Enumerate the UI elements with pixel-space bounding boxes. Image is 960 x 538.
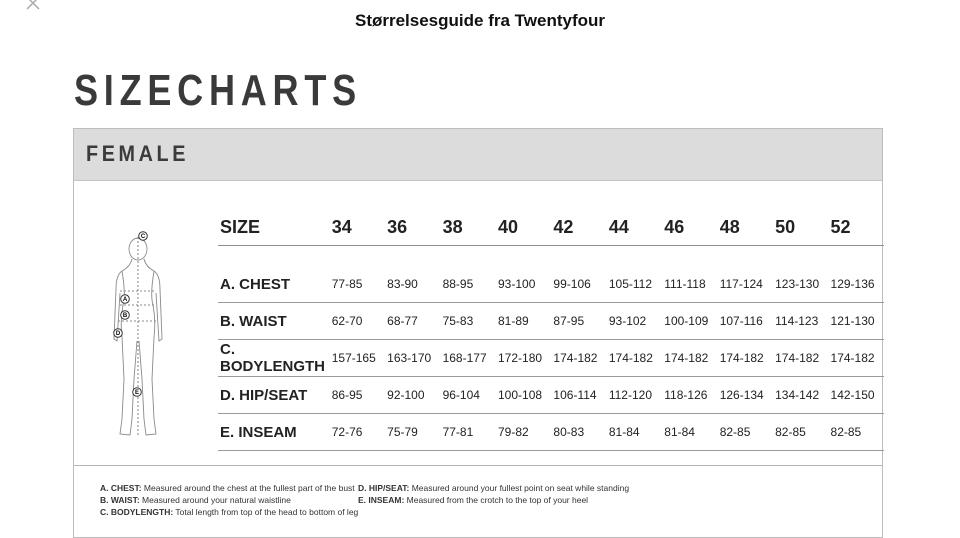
size-chart-panel <box>73 128 883 538</box>
table-cell: 114-123 <box>773 303 828 340</box>
table-cell: 107-116 <box>718 303 773 340</box>
section-title: FEMALE <box>86 141 190 166</box>
table-cell: 112-120 <box>607 377 662 414</box>
table-cell: 174-182 <box>718 340 773 377</box>
row-label: E. INSEAM <box>218 414 330 451</box>
table-cell: 81-84 <box>662 414 717 451</box>
table-cell: 82-85 <box>773 414 828 451</box>
table-cell: 174-182 <box>662 340 717 377</box>
size-header-row <box>218 209 884 246</box>
row-label: A. CHEST <box>218 266 330 303</box>
table-cell: 126-134 <box>718 377 773 414</box>
table-cell: 72-76 <box>330 414 385 451</box>
table-cell: 86-95 <box>330 377 385 414</box>
size-header-label: SIZE <box>218 209 330 246</box>
row-label: C. BODYLENGTH <box>218 340 330 377</box>
table-cell: 80-83 <box>551 414 606 451</box>
table-cell: 174-182 <box>607 340 662 377</box>
table-cell: 157-165 <box>330 340 385 377</box>
table-cell: 81-89 <box>496 303 551 340</box>
table-cell: 62-70 <box>330 303 385 340</box>
table-cell: 174-182 <box>773 340 828 377</box>
table-cell: 163-170 <box>385 340 440 377</box>
table-cell: 96-104 <box>441 377 496 414</box>
figure-marker: B <box>122 313 128 319</box>
table-cell: 142-150 <box>829 377 884 414</box>
table-cell: 88-95 <box>441 266 496 303</box>
size-header: 48 <box>718 209 773 246</box>
notes-divider <box>74 465 882 466</box>
table-cell: 75-83 <box>441 303 496 340</box>
row-label: B. WAIST <box>218 303 330 340</box>
table-cell: 117-124 <box>718 266 773 303</box>
size-table <box>218 209 884 451</box>
note-waist: B. WAIST: Measured around your natural waistline <box>100 495 291 505</box>
size-header: 52 <box>829 209 884 246</box>
figure-marker: C <box>140 234 146 240</box>
table-cell: 172-180 <box>496 340 551 377</box>
table-cell: 134-142 <box>773 377 828 414</box>
figure-marker: E <box>134 390 140 396</box>
body-figure-illustration <box>108 229 168 444</box>
table-cell: 129-136 <box>829 266 884 303</box>
size-header: 42 <box>551 209 606 246</box>
table-cell: 121-130 <box>829 303 884 340</box>
table-cell: 105-112 <box>607 266 662 303</box>
table-cell: 92-100 <box>385 377 440 414</box>
size-header: 44 <box>607 209 662 246</box>
size-header: 38 <box>441 209 496 246</box>
table-cell: 82-85 <box>829 414 884 451</box>
figure-marker: A <box>122 297 128 303</box>
row-label: D. HIP/SEAT <box>218 377 330 414</box>
table-row-inseam <box>218 414 884 451</box>
size-header: 36 <box>385 209 440 246</box>
table-cell: 111-118 <box>662 266 717 303</box>
table-cell: 77-85 <box>330 266 385 303</box>
table-cell: 106-114 <box>551 377 606 414</box>
table-cell: 93-102 <box>607 303 662 340</box>
table-cell: 81-84 <box>607 414 662 451</box>
table-cell: 168-177 <box>441 340 496 377</box>
table-cell: 83-90 <box>385 266 440 303</box>
table-cell: 174-182 <box>551 340 606 377</box>
size-header: 46 <box>662 209 717 246</box>
section-header <box>74 129 882 181</box>
table-cell: 79-82 <box>496 414 551 451</box>
table-cell: 68-77 <box>385 303 440 340</box>
note-inseam: E. INSEAM: Measured from the crotch to the top of your heel <box>358 495 589 505</box>
spacer-row <box>218 246 884 267</box>
measurement-notes-left <box>100 482 358 518</box>
table-cell: 87-95 <box>551 303 606 340</box>
page-title: Størrelsesguide fra Twentyfour <box>354 11 605 30</box>
figure-marker: D <box>115 331 121 337</box>
table-cell: 123-130 <box>773 266 828 303</box>
measurement-notes-right <box>358 482 629 506</box>
table-cell: 99-106 <box>551 266 606 303</box>
table-cell: 118-126 <box>662 377 717 414</box>
note-chest: A. CHEST: Measured around the chest at the fullest part of the bust <box>100 483 355 493</box>
table-cell: 82-85 <box>718 414 773 451</box>
size-header: 50 <box>773 209 828 246</box>
sizecharts-heading: SIZECHARTS <box>74 66 362 115</box>
table-row-hipseat <box>218 377 884 414</box>
table-cell: 77-81 <box>441 414 496 451</box>
note-hipseat: D. HIP/SEAT: Measured around your fullest point on seat while standing <box>358 483 630 493</box>
table-row-chest <box>218 266 884 303</box>
table-cell: 75-79 <box>385 414 440 451</box>
size-header: 40 <box>496 209 551 246</box>
table-cell: 93-100 <box>496 266 551 303</box>
size-header: 34 <box>330 209 385 246</box>
note-bodylength: C. BODYLENGTH: Total length from top of the head to bottom of leg <box>100 507 359 517</box>
table-cell: 100-108 <box>496 377 551 414</box>
table-cell: 174-182 <box>829 340 884 377</box>
table-row-bodylength <box>218 340 884 377</box>
table-row-waist <box>218 303 884 340</box>
table-cell: 100-109 <box>662 303 717 340</box>
